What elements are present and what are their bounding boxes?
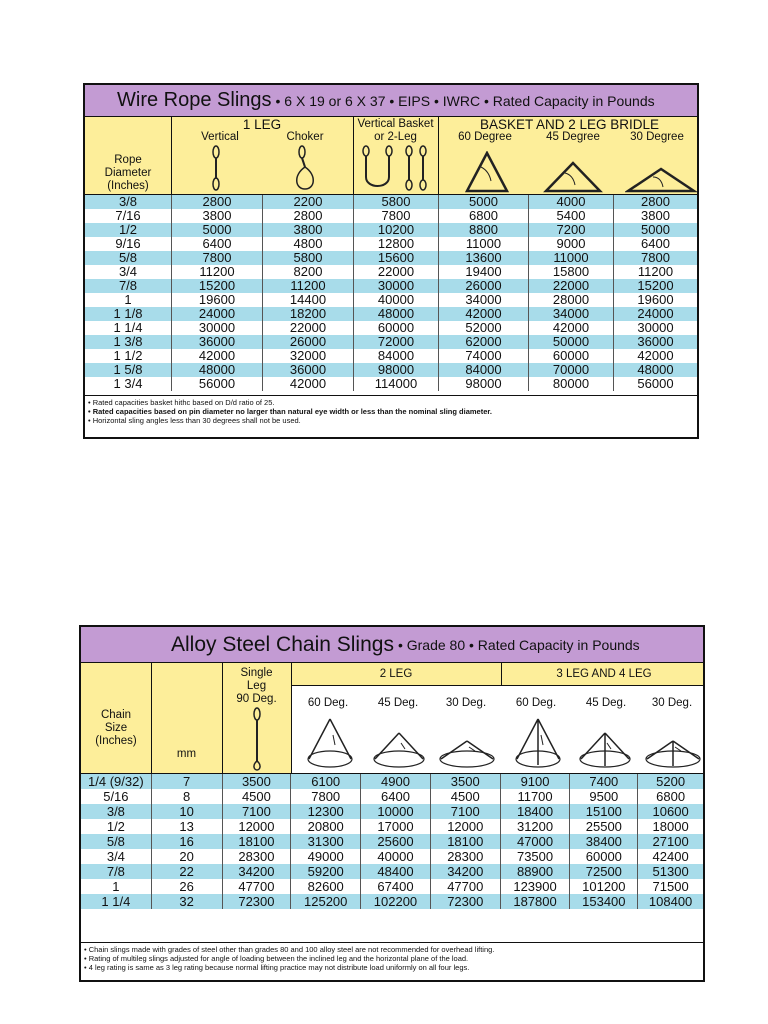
table-cell: 7800 (290, 789, 360, 804)
vertical-basket-header: Vertical Basket or 2-Leg (357, 118, 434, 143)
multi-leg-deg30-header: 30 Deg. (651, 697, 693, 709)
table-row (85, 251, 697, 265)
table-cell: 47000 (500, 834, 570, 849)
table-cell: 31200 (500, 819, 570, 834)
table-cell: 1 1/8 (113, 306, 143, 321)
table-row (85, 237, 697, 251)
table-cell: 6400 (171, 237, 262, 251)
table-cell: 31300 (290, 834, 360, 849)
table-cell: 9100 (500, 774, 570, 789)
table-cell: 114000 (353, 377, 438, 391)
multi-leg-deg45-header: 45 Deg. (585, 697, 627, 709)
table-cell: 11000 (438, 237, 528, 251)
chain-note: • Rating of multileg slings adjusted for angle of loading between the inclined leg and the horizontal plane of the load. (84, 954, 469, 963)
table-cell: 3/4 (106, 849, 125, 864)
wire-note: • Rated capacities basket hithc based on D/d ratio of 25. (88, 398, 275, 407)
table-cell: 108400 (637, 894, 703, 909)
table-cell: 16 (151, 834, 222, 849)
table-cell: 19600 (171, 293, 262, 307)
table-cell: 1 5/8 (113, 362, 143, 377)
table-cell: 40000 (353, 293, 438, 307)
table-cell: 125200 (290, 894, 360, 909)
chain-sling-notes (81, 942, 703, 980)
two-leg-45-icon (371, 729, 427, 771)
table-cell: 80000 (528, 377, 613, 391)
table-cell: 42000 (262, 377, 353, 391)
table-cell: 7 (151, 774, 222, 789)
wire-rope-table (83, 83, 699, 439)
basket-bridle-header: BASKET AND 2 LEG BRIDLE (479, 117, 660, 132)
table-cell: 14400 (262, 293, 353, 307)
table-cell: 12000 (430, 819, 500, 834)
multi-leg-60-icon (513, 715, 563, 771)
wire-rope-header (85, 117, 697, 195)
table-cell: 32 (151, 894, 222, 909)
deg45-header: 45 Degree (546, 131, 600, 143)
table-row (85, 223, 697, 237)
table-cell: 123900 (500, 879, 570, 894)
table-cell: 7800 (171, 251, 262, 265)
table-cell: 8800 (438, 223, 528, 237)
table-cell: 32000 (262, 349, 353, 363)
table-cell: 28300 (222, 849, 291, 864)
table-cell: 48400 (360, 864, 430, 879)
table-cell: 6400 (360, 789, 430, 804)
table-cell: 5000 (438, 195, 528, 209)
table-cell: 1/2 (106, 819, 125, 834)
table-cell: 30000 (353, 279, 438, 293)
table-cell: 12000 (222, 819, 291, 834)
table-cell: 30000 (171, 321, 262, 335)
table-cell: 22000 (528, 279, 613, 293)
table-cell: 28000 (528, 293, 613, 307)
table-cell: 71500 (637, 879, 703, 894)
two-leg-30-icon (437, 737, 497, 771)
table-cell: 3500 (430, 774, 500, 789)
table-cell: 6800 (637, 789, 703, 804)
table-cell: 34200 (222, 864, 291, 879)
two-leg-header: 2 LEG (379, 668, 413, 680)
table-cell: 8200 (262, 265, 353, 279)
table-cell: 5/16 (103, 789, 129, 804)
chain-size-header: Chain Size (Inches) (95, 709, 137, 747)
choker-header: Choker (286, 131, 324, 143)
chain-sling-subtitle: • Grade 80 • Rated Capacity in Pounds (397, 636, 640, 653)
table-cell: 5000 (613, 223, 697, 237)
table-cell: 42400 (637, 849, 703, 864)
table-cell: 48000 (171, 363, 262, 377)
table-row (85, 279, 697, 293)
table-cell: 22 (151, 864, 222, 879)
table-cell: 74000 (438, 349, 528, 363)
table-cell: 42000 (528, 321, 613, 335)
table-cell: 11200 (262, 279, 353, 293)
table-cell: 51300 (637, 864, 703, 879)
table-cell: 7/8 (118, 278, 138, 293)
table-cell: 1/2 (118, 222, 138, 237)
table-cell: 15100 (569, 804, 637, 819)
table-cell: 4500 (222, 789, 291, 804)
table-cell: 27100 (637, 834, 703, 849)
two-leg-deg60-header: 60 Deg. (307, 697, 349, 709)
table-cell: 34000 (438, 293, 528, 307)
multi-leg-30-icon (643, 737, 703, 771)
table-cell: 153400 (569, 894, 637, 909)
table-cell: 98000 (353, 363, 438, 377)
table-cell: 12300 (290, 804, 360, 819)
table-cell: 11000 (528, 251, 613, 265)
table-cell: 60000 (569, 849, 637, 864)
table-cell: 1 1/2 (113, 348, 143, 363)
vertical-basket-icon (361, 145, 395, 191)
table-cell: 187800 (500, 894, 570, 909)
table-cell: 47700 (222, 879, 291, 894)
table-cell: 25500 (569, 819, 637, 834)
table-cell: 36000 (613, 335, 697, 349)
table-cell: 7/8 (106, 864, 125, 879)
table-row (85, 209, 697, 223)
chain-sling-header (81, 663, 703, 774)
wire-note: • Rated capacities based on pin diameter no larger than natural eye width or less than the nominal sling diameter. (88, 407, 492, 416)
wire-rope-title: Wire Rope Slings (117, 89, 272, 111)
table-cell: 34200 (430, 864, 500, 879)
table-cell: 18100 (222, 834, 291, 849)
table-cell: 26 (151, 879, 222, 894)
table-cell: 11200 (171, 265, 262, 279)
table-cell: 9500 (569, 789, 637, 804)
table-cell: 1 1/4 (101, 894, 131, 909)
table-cell: 5800 (262, 251, 353, 265)
table-cell: 12800 (353, 237, 438, 251)
table-cell: 7400 (569, 774, 637, 789)
table-row (81, 834, 703, 849)
table-cell: 22000 (262, 321, 353, 335)
table-cell: 62000 (438, 335, 528, 349)
table-cell: 11700 (500, 789, 570, 804)
table-cell: 88900 (500, 864, 570, 879)
table-cell: 50000 (528, 335, 613, 349)
rope-diameter-header: Rope Diameter (Inches) (104, 154, 152, 192)
chain-note: • 4 leg rating is same as 3 leg rating because normal lifting practice may not distribute load uniformly on all four legs. (84, 963, 470, 972)
table-cell: 48000 (613, 363, 697, 377)
table-cell: 1 3/8 (113, 334, 143, 349)
table-cell: 7100 (222, 804, 291, 819)
table-cell: 7100 (430, 804, 500, 819)
table-cell: 15200 (613, 279, 697, 293)
chain-note: • Chain slings made with grades of steel other than grades 80 and 100 alloy steel are not recommended for overhead lifting. (84, 945, 495, 954)
table-cell: 4800 (262, 237, 353, 251)
table-cell: 72300 (222, 894, 291, 909)
table-cell: 20800 (290, 819, 360, 834)
chain-sling-rows (81, 774, 703, 909)
table-cell: 5800 (353, 195, 438, 209)
table-cell: 5000 (171, 223, 262, 237)
table-cell: 26000 (438, 279, 528, 293)
table-cell: 15800 (528, 265, 613, 279)
table-cell: 1 3/4 (113, 376, 143, 391)
table-cell: 22000 (353, 265, 438, 279)
table-cell: 18400 (500, 804, 570, 819)
table-cell: 3/8 (118, 194, 138, 209)
table-cell: 26000 (262, 335, 353, 349)
single-leg-chain-icon (251, 707, 263, 771)
table-cell: 59200 (290, 864, 360, 879)
table-cell: 56000 (613, 377, 697, 391)
one-leg-header: 1 LEG (242, 117, 282, 132)
table-cell: 49000 (290, 849, 360, 864)
table-row (81, 789, 703, 804)
table-cell: 56000 (171, 377, 262, 391)
wire-rope-rows (85, 195, 697, 391)
wire-note: • Horizontal sling angles less than 30 degrees shall not be used. (88, 416, 301, 425)
table-cell: 9/16 (115, 236, 141, 251)
table-cell: 10600 (637, 804, 703, 819)
table-row (85, 335, 697, 349)
table-cell: 42000 (171, 349, 262, 363)
table-cell: 25600 (360, 834, 430, 849)
table-cell: 60000 (353, 321, 438, 335)
table-cell: 28300 (430, 849, 500, 864)
table-cell: 101200 (569, 879, 637, 894)
vertical-header: Vertical (201, 131, 239, 143)
table-cell: 73500 (500, 849, 570, 864)
table-cell: 11200 (613, 265, 697, 279)
table-cell: 13600 (438, 251, 528, 265)
table-cell: 40000 (360, 849, 430, 864)
table-cell: 24000 (171, 307, 262, 321)
table-cell: 3800 (262, 223, 353, 237)
table-row (81, 774, 703, 789)
chain-sling-title-bar (81, 627, 703, 663)
table-cell: 1/4 (9/32) (88, 774, 144, 789)
table-cell: 24000 (613, 307, 697, 321)
basket-45-icon (543, 161, 603, 193)
table-cell: 4000 (528, 195, 613, 209)
chain-sling-title: Alloy Steel Chain Slings (171, 632, 394, 656)
wire-rope-notes (85, 395, 697, 437)
table-cell: 10200 (353, 223, 438, 237)
table-row (81, 879, 703, 894)
table-cell: 2800 (262, 209, 353, 223)
table-cell: 10 (151, 804, 222, 819)
table-cell: 19600 (613, 293, 697, 307)
table-row (81, 849, 703, 864)
table-cell: 2200 (262, 195, 353, 209)
table-cell: 10000 (360, 804, 430, 819)
table-cell: 17000 (360, 819, 430, 834)
table-cell: 4900 (360, 774, 430, 789)
table-cell: 38400 (569, 834, 637, 849)
table-cell: 34000 (528, 307, 613, 321)
vertical-sling-icon (210, 145, 222, 191)
table-cell: 30000 (613, 321, 697, 335)
table-cell: 18000 (637, 819, 703, 834)
basket-30-icon (625, 167, 697, 193)
table-cell: 7/16 (115, 208, 141, 223)
table-cell: 84000 (353, 349, 438, 363)
table-cell: 72300 (430, 894, 500, 909)
table-cell: 5/8 (106, 834, 125, 849)
table-cell: 102200 (360, 894, 430, 909)
table-cell: 67400 (360, 879, 430, 894)
table-row (81, 894, 703, 909)
table-row (85, 377, 697, 391)
single-leg-header: Single Leg 90 Deg. (236, 667, 277, 705)
table-cell: 1 1/4 (113, 320, 143, 335)
table-cell: 3/8 (106, 804, 125, 819)
table-cell: 3/4 (118, 264, 138, 279)
table-cell: 3500 (222, 774, 291, 789)
table-row (85, 363, 697, 377)
multi-leg-45-icon (577, 729, 633, 771)
table-cell: 36000 (262, 363, 353, 377)
table-cell: 19400 (438, 265, 528, 279)
table-cell: 15600 (353, 251, 438, 265)
table-cell: 6100 (290, 774, 360, 789)
table-cell: 9000 (528, 237, 613, 251)
table-cell: 6400 (613, 237, 697, 251)
wire-rope-title-bar (85, 85, 697, 117)
table-cell: 36000 (171, 335, 262, 349)
table-cell: 7800 (613, 251, 697, 265)
table-row (85, 321, 697, 335)
table-row (85, 195, 697, 209)
table-cell: 3800 (171, 209, 262, 223)
table-row (81, 819, 703, 834)
table-cell: 5/8 (118, 250, 138, 265)
table-row (81, 864, 703, 879)
table-cell: 20 (151, 849, 222, 864)
choker-sling-icon (293, 145, 317, 191)
table-cell: 7800 (353, 209, 438, 223)
table-cell: 4500 (430, 789, 500, 804)
table-cell: 47700 (430, 879, 500, 894)
table-cell: 72000 (353, 335, 438, 349)
table-cell: 98000 (438, 377, 528, 391)
table-cell: 7200 (528, 223, 613, 237)
table-row (85, 349, 697, 363)
three-four-leg-header: 3 LEG AND 4 LEG (556, 668, 652, 680)
table-cell: 52000 (438, 321, 528, 335)
table-cell: 5200 (637, 774, 703, 789)
basket-60-icon (463, 151, 511, 193)
table-cell: 2800 (171, 195, 262, 209)
table-row (85, 293, 697, 307)
table-cell: 5400 (528, 209, 613, 223)
two-leg-60-icon (305, 715, 355, 771)
table-cell: 42000 (438, 307, 528, 321)
table-cell: 70000 (528, 363, 613, 377)
table-cell: 15200 (171, 279, 262, 293)
chain-sling-table (79, 625, 705, 982)
table-cell: 84000 (438, 363, 528, 377)
table-cell: 2800 (613, 195, 697, 209)
table-cell: 42000 (613, 349, 697, 363)
table-cell: 6800 (438, 209, 528, 223)
table-row (85, 307, 697, 321)
two-leg-deg30-header: 30 Deg. (445, 697, 487, 709)
table-cell: 72500 (569, 864, 637, 879)
two-leg-icon (401, 145, 433, 191)
table-cell: 3800 (613, 209, 697, 223)
table-cell: 48000 (353, 307, 438, 321)
table-row (85, 265, 697, 279)
table-cell: 1 (112, 879, 120, 894)
table-cell: 1 (124, 292, 132, 307)
table-cell: 60000 (528, 349, 613, 363)
table-row (81, 804, 703, 819)
table-cell: 18200 (262, 307, 353, 321)
deg60-header: 60 Degree (458, 131, 512, 143)
two-leg-deg45-header: 45 Deg. (377, 697, 419, 709)
table-cell: 82600 (290, 879, 360, 894)
table-cell: 18100 (430, 834, 500, 849)
table-cell: 8 (151, 789, 222, 804)
multi-leg-deg60-header: 60 Deg. (515, 697, 557, 709)
wire-rope-subtitle: • 6 X 19 or 6 X 37 • EIPS • IWRC • Rated Capacity in Pounds (275, 92, 655, 109)
mm-header: mm (176, 748, 197, 760)
deg30-header: 30 Degree (630, 131, 684, 143)
table-cell: 13 (151, 819, 222, 834)
